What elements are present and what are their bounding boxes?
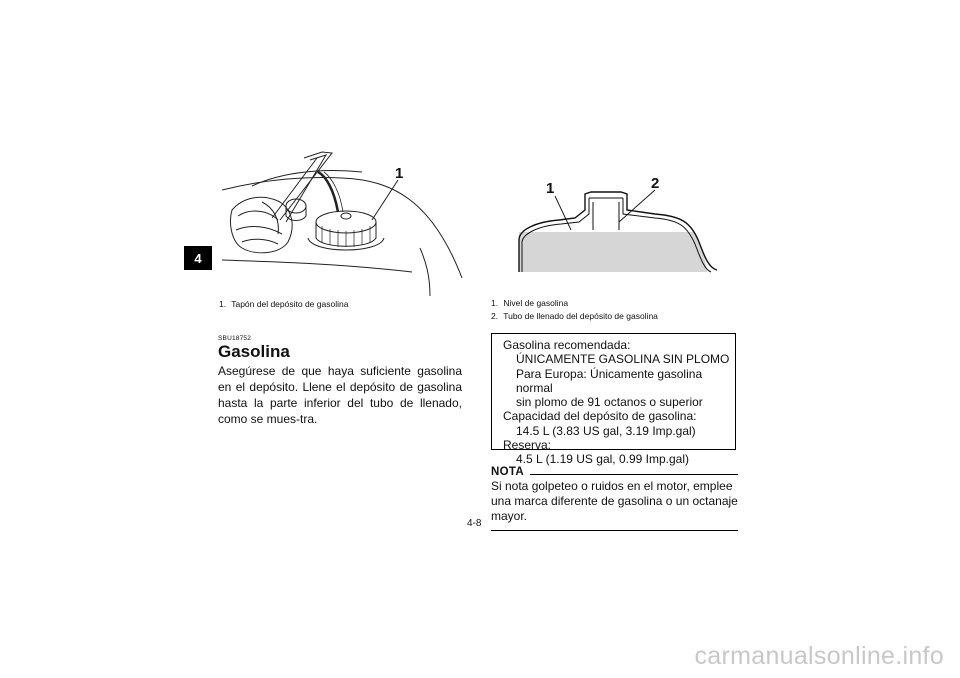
callout-1-left: 1: [395, 165, 404, 182]
fuel-cap-illustration: [222, 150, 467, 298]
spec-line: Para Europa: Únicamente gasolina normal: [516, 366, 703, 395]
figure-left-caption: [219, 299, 348, 311]
watermark: carmanualsonline.info: [694, 642, 944, 670]
spec-line: Gasolina recomendada:: [503, 338, 631, 352]
callout-2-right: 2: [651, 175, 660, 192]
section-body: Asegúrese de que haya suficiente gasolina en el depósito. Llene el depósito de gasolina hasta la parte inferior del tubo de llenado, como se mues-tra.: [218, 364, 462, 426]
spec-line: 4.5 L (1.19 US gal, 0.99 Imp.gal): [516, 452, 689, 467]
section-code: SBU18752: [218, 335, 252, 342]
nota-text: Si nota golpeteo o ruidos en el motor, emplee una marca diferente de gasolina o un octanaje mayor.: [491, 479, 738, 523]
nota-block: [491, 466, 738, 531]
spec-line: Capacidad del depósito de gasolina:: [503, 409, 697, 424]
nota-heading: NOTA: [491, 466, 738, 478]
figure-right-caption: [491, 298, 658, 322]
spec-line: sin plomo de 91 octanos o superior: [516, 395, 703, 410]
spec-line: Reserva:: [503, 438, 552, 453]
spec-line: 14.5 L (3.83 US gal, 3.19 Imp.gal): [516, 423, 696, 438]
caption-item: 1. Tapón del depósito de gasolina: [219, 299, 349, 309]
caption-item: 2. Tubo de llenado del depósito de gasolina: [491, 310, 658, 321]
nota-divider: [491, 530, 738, 531]
fuel-level-diagram: [505, 172, 723, 276]
chapter-tab: 4: [184, 246, 212, 270]
callout-1-right: 1: [546, 180, 555, 197]
fuel-spec-box: [491, 333, 736, 467]
section-title: Gasolina: [218, 342, 290, 361]
caption-item: 1. Nivel de gasolina: [491, 298, 569, 308]
page-number: 4-8: [467, 518, 482, 529]
spec-line: ÚNICAMENTE GASOLINA SIN PLOMO: [516, 352, 730, 367]
